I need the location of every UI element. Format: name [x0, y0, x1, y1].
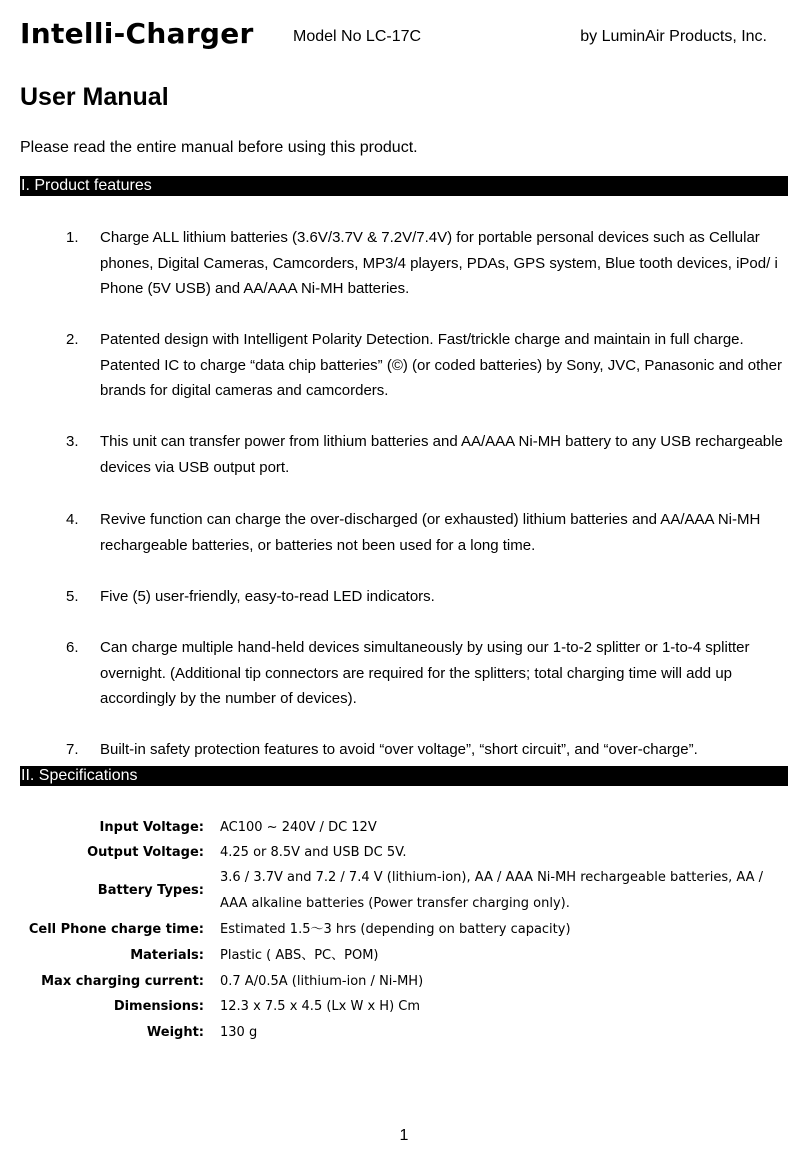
spec-label: Dimensions: — [113, 999, 204, 1014]
page-number: 1 — [399, 1127, 409, 1144]
spec-label: Weight: — [146, 1025, 204, 1040]
spec-label: Cell Phone charge time: — [28, 922, 204, 937]
spec-value: Estimated 1.5～3 hrs (depending on battery capacity) — [220, 922, 571, 937]
spec-value: 12.3 x 7.5 x 4.5 (Lx W x H) Cm — [220, 999, 421, 1014]
page-title: User Manual — [20, 83, 169, 111]
spec-label: Battery Types: — [97, 883, 204, 898]
spec-value: 130 g — [220, 1025, 258, 1040]
intro-text: Please read the entire manual before using this product. — [20, 139, 418, 156]
spec-label: Input Voltage: — [99, 820, 204, 835]
spec-value: Plastic ( ABS、PC、POM) — [220, 948, 379, 963]
spec-value: 0.7 A/0.5A (lithium-ion / Ni-MH) — [220, 974, 424, 989]
list-item-number: 4. — [66, 511, 79, 528]
list-item-text: Charge ALL lithium batteries (3.6V/3.7V & 7.2V/7.4V) for portable personal devices such as Cellular phones, Digital Cameras, Camcorders, MP3/4 players, PDAs, GPS system, Blue tooth devices, iPod/ i Phone (5V USB) and AA/AAA Ni-MH batteries. — [100, 229, 778, 298]
company-name: by LuminAir Products, Inc. — [580, 28, 767, 45]
spec-label: Max charging current: — [41, 974, 204, 989]
list-item-text: Five (5) user-friendly, easy-to-read LED indicators. — [100, 588, 435, 605]
section-heading-features: I. Product features — [20, 176, 788, 196]
page-header — [20, 16, 788, 56]
brand-name: Intelli-Charger — [20, 17, 254, 50]
list-item-text: Patented design with Intelligent Polarity Detection. Fast/trickle charge and maintain in full charge. Patented IC to charge “data chip batteries” (©) (or coded batteries) by Sony, JVC, Panasonic and other brands for digital cameras and camcorders. — [100, 331, 782, 400]
spec-value: 3.6 / 3.7V and 7.2 / 7.4 V (lithium-ion), AA / AAA Ni-MH rechargeable batteries, AA / AAA alkaline batteries (Power transfer charging only). — [220, 870, 764, 911]
spec-label: Output Voltage: — [87, 845, 204, 860]
list-item-text: Built-in safety protection features to avoid “over voltage”, “short circuit”, and “over-charge”. — [100, 741, 698, 758]
spec-label: Materials: — [130, 948, 204, 963]
section-heading-specifications: II. Specifications — [20, 766, 788, 786]
model-number: Model No LC-17C — [293, 28, 422, 45]
list-item-number: 2. — [66, 331, 79, 348]
list-item-number: 3. — [66, 433, 79, 450]
list-item-text: Revive function can charge the over-discharged (or exhausted) lithium batteries and AA/AAA Ni-MH rechargeable batteries, or batteries not been used for a long time. — [100, 511, 761, 554]
list-item-number: 7. — [66, 741, 79, 758]
list-item-text: Can charge multiple hand-held devices simultaneously by using our 1-to-2 splitter or 1-to-4 splitter overnight. (Additional tip connectors are required for the splitters; total charging time will add up accordingly by the number of devices). — [100, 639, 750, 708]
list-item-text: This unit can transfer power from lithium batteries and AA/AAA Ni-MH battery to any USB rechargeable devices via USB output port. — [100, 433, 783, 476]
spec-value: AC100 ~ 240V / DC 12V — [220, 820, 377, 835]
list-item-number: 1. — [66, 229, 79, 246]
list-item-number: 5. — [66, 588, 79, 605]
list-item-number: 6. — [66, 639, 79, 656]
spec-value: 4.25 or 8.5V and USB DC 5V. — [220, 845, 407, 860]
